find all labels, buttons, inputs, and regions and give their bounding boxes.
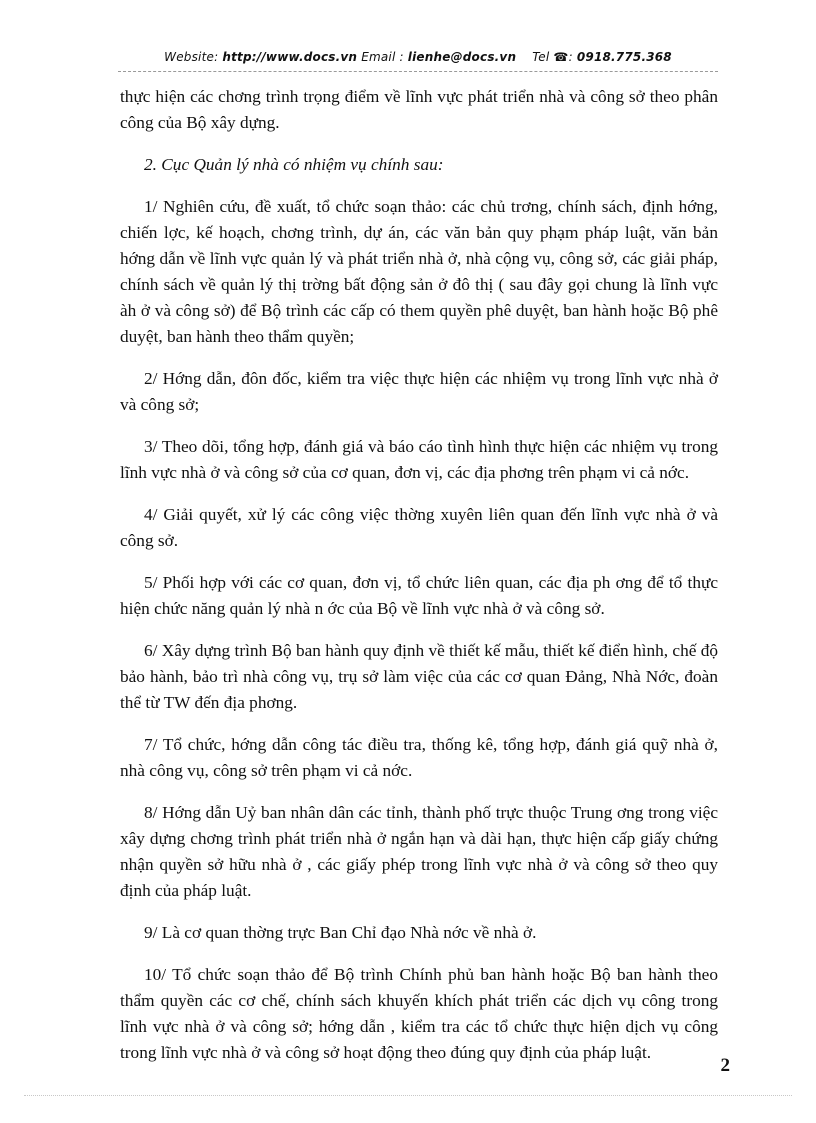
duty-item-5: 5/ Phối hợp với các cơ quan, đơn vị, tổ chức liên quan, các địa ph ơng để tổ thực hiện chức năng quản lý nhà n ớc của Bộ về lĩnh vực nhà ở và công sở. [120,573,718,618]
duty-item-4: 4/ Giải quyết, xử lý các công việc thờng xuyên liên quan đến lĩnh vực nhà ở và công sở. [120,505,718,550]
header-divider [118,71,718,72]
page-number: 2 [720,1055,730,1076]
paragraph-continuation: thực hiện các chơng trình trọng điểm về lĩnh vực phát triển nhà và công sở theo phân công của Bộ xây dựng. [120,87,718,132]
duty-item-6: 6/ Xây dựng trình Bộ ban hành quy định về thiết kế mẫu, thiết kế điển hình, chế độ bảo hành, bảo trì nhà công vụ, trụ sở làm việc của các cơ quan Đảng, Nhà Nớc, đoàn thể từ TW đến địa phơng. [120,641,718,712]
email-label: Email : [361,50,404,64]
section-heading: 2. Cục Quản lý nhà có nhiệm vụ chính sau: [144,155,444,174]
duty-item-2: 2/ Hớng dẫn, đôn đốc, kiểm tra việc thực hiện các nhiệm vụ trong lĩnh vực nhà ở và công sở; [120,369,718,414]
document-body [120,84,718,1082]
website-label: Website: [164,50,219,64]
duty-item-9: 9/ Là cơ quan thờng trực Ban Chỉ đạo Nhà nớc về nhà ở. [144,923,537,942]
tel-label: Tel ☎: [532,50,573,64]
duty-item-1: 1/ Nghiên cứu, đề xuất, tổ chức soạn thảo: các chủ trơng, chính sách, định hớng, chiến lợc, kế hoạch, chơng trình, dự án, các văn bản quy phạm pháp luật, văn bản hớng dẫn về lĩnh vực quản lý và phát triển nhà ở, nhà cộng vụ, công sở, các giải pháp, chính sách về quản lý thị trờng bất động sản ở đô thị ( sau đây gọi chung là lĩnh vực àh ở và công sở) để Bộ trình các cấp có them quyền phê duyệt, ban hành hoặc Bộ phê duyệt, ban hành theo thẩm quyền; [120,197,718,346]
duty-item-8: 8/ Hớng dẫn Uỷ ban nhân dân các tỉnh, thành phố trực thuộc Trung ơng trong việc xây dựng chơng trình phát triển nhà ở ngắn hạn và dài hạn, thực hiện cấp giấy chứng nhận quyền sở hữu nhà ở , các giấy phép trong lĩnh vực nhà ở và công sở theo quy định của pháp luật. [120,803,718,900]
email-link[interactable]: lienhe@docs.vn [407,50,517,64]
website-link[interactable]: http://www.docs.vn [222,50,358,64]
tel-number: 0918.775.368 [576,50,672,64]
duty-item-7: 7/ Tổ chức, hớng dẫn công tác điều tra, thống kê, tổng hợp, đánh giá quỹ nhà ở, nhà công vụ, công sở trên phạm vi cả nớc. [120,735,718,780]
footer-divider [24,1095,792,1096]
duty-item-10: 10/ Tổ chức soạn thảo để Bộ trình Chính phủ ban hành hoặc Bộ ban hành theo thẩm quyền các cơ chế, chính sách khuyến khích phát triển các dịch vụ công trong lĩnh vực nhà ở và công sở; hớng dẫn , kiểm tra các tổ chức thực hiện dịch vụ công trong lĩnh vực nhà ở và công sở hoạt động theo đúng quy định của pháp luật. [120,965,718,1062]
duty-item-3: 3/ Theo dõi, tổng hợp, đánh giá và báo cáo tình hình thực hiện các nhiệm vụ trong lĩnh vực nhà ở và công sở của cơ quan, đơn vị, các địa phơng trên phạm vi cả nớc. [120,437,718,482]
page-header [118,50,718,64]
